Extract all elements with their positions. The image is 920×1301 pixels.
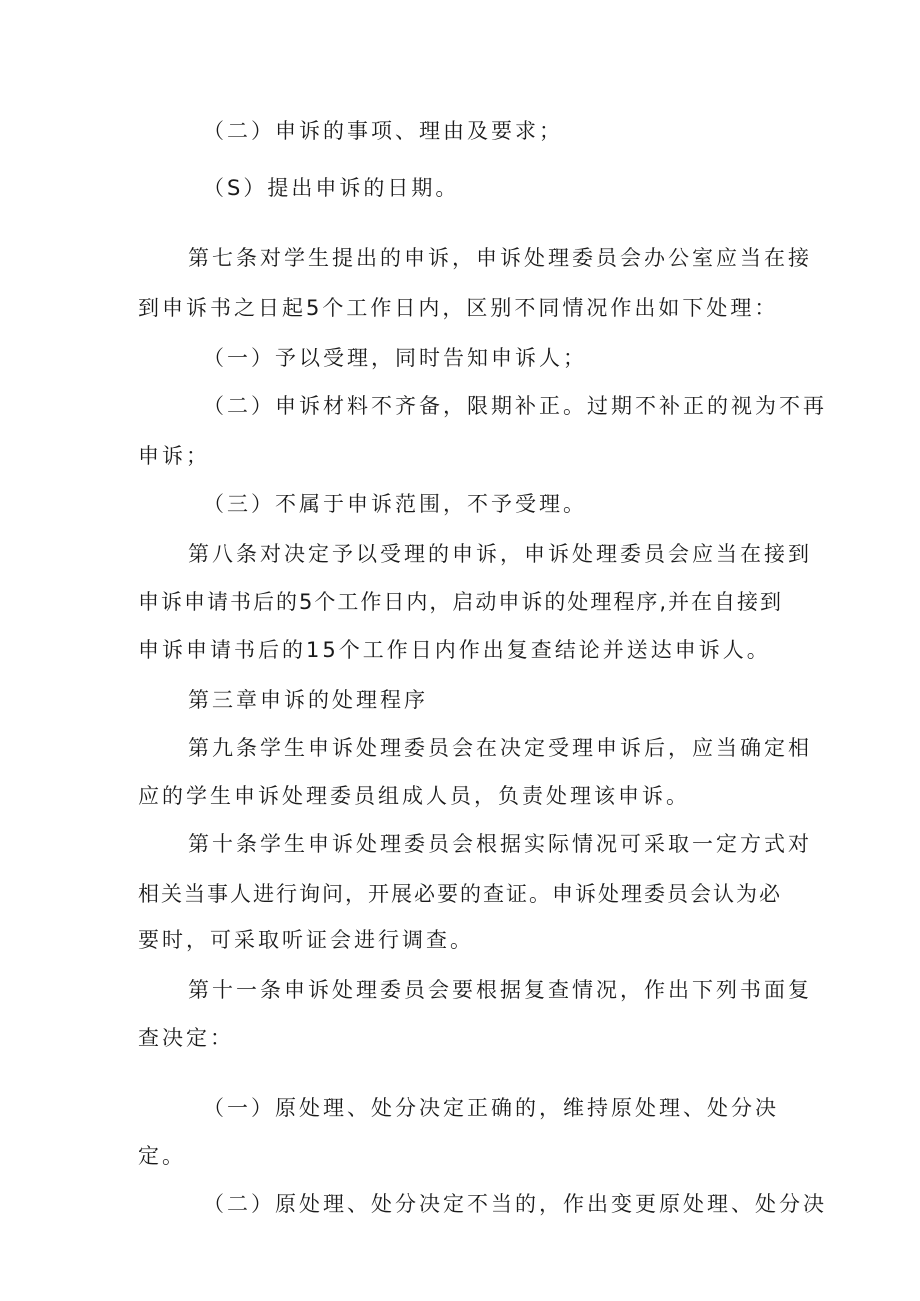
- text-line: （二）申诉材料不齐备，限期补正。过期不补正的视为不再: [203, 394, 827, 418]
- text-line: 第十条学生申诉处理委员会根据实际情况可采取一定方式对: [188, 832, 812, 856]
- text-line: 第八条对决定予以受理的申诉，申诉处理委员会应当在接到: [188, 542, 812, 566]
- text-line: 应的学生申诉处理委员组成人员，负责处理该申诉。: [138, 784, 690, 808]
- text-line: （一）原处理、处分决定正确的，维持原处理、处分决: [203, 1096, 779, 1120]
- text-line: 申诉申请书后的5个工作日内，启动申诉的处理程序,并在自接到: [138, 590, 784, 614]
- text-line: 要时，可采取听证会进行调查。: [138, 928, 474, 952]
- text-line: 第九条学生申诉处理委员会在决定受理申诉后，应当确定相: [188, 736, 812, 760]
- text-line: （二）原处理、处分决定不当的，作出变更原处理、处分决: [203, 1192, 827, 1216]
- text-line: 申诉申请书后的15个工作日内作出复查结论并送达申诉人。: [138, 638, 771, 662]
- text-line: （一）予以受理，同时告知申诉人；: [203, 346, 587, 370]
- text-line: 第十一条申诉处理委员会要根据复查情况，作出下列书面复: [188, 978, 812, 1002]
- text-line: （S）提出申诉的日期。: [203, 176, 460, 200]
- text-line: 到申诉书之日起5个工作日内，区别不同情况作出如下处理：: [138, 296, 779, 320]
- text-line: （二）申诉的事项、理由及要求；: [203, 119, 563, 143]
- text-line: 查决定：: [138, 1026, 234, 1050]
- text-line: 第七条对学生提出的申诉，申诉处理委员会办公室应当在接: [188, 246, 812, 270]
- text-line: 定。: [138, 1144, 186, 1168]
- text-line: （三）不属于申诉范围，不予受理。: [203, 492, 587, 516]
- chapter-heading: 第三章申诉的处理程序: [188, 688, 428, 712]
- text-line: 相关当事人进行询问，开展必要的查证。申诉处理委员会认为必: [138, 882, 782, 906]
- text-line: 申诉；: [138, 444, 210, 468]
